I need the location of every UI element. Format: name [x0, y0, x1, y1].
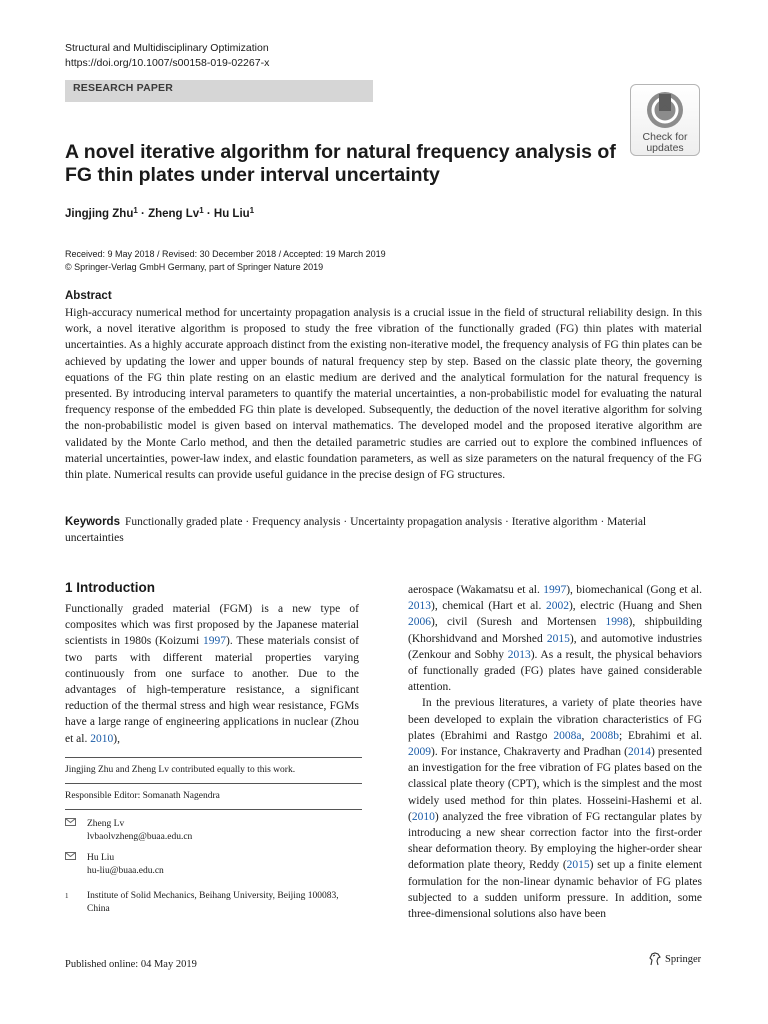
citation-link[interactable]: 2013	[408, 600, 431, 613]
keywords-text: Functionally graded plate · Frequency analysis · Uncertainty propagation analysis · Iterative algorithm · Material uncertainties	[65, 516, 647, 545]
author-name[interactable]: Zheng Lv	[148, 208, 200, 220]
citation-link[interactable]: 2008a	[553, 729, 582, 742]
text-run: ),	[113, 732, 120, 745]
contact-name: Zheng Lv	[87, 819, 125, 829]
citation-link[interactable]: 2008b	[590, 729, 619, 742]
copyright-symbol: ©	[65, 262, 72, 272]
paragraph	[65, 601, 359, 747]
citation-link[interactable]: 1998	[605, 616, 629, 629]
copyright-text: Springer-Verlag GmbH Germany, part of Springer Nature 2019	[74, 262, 324, 272]
text-run: Functionally graded material (FGM) is a new type of composites which was first proposed by the Japanese material scientists in 1980s (Koizumi	[65, 603, 359, 648]
contact-email[interactable]: hu-liu@buaa.edu.cn	[87, 866, 164, 876]
right-column	[408, 582, 702, 922]
author-name[interactable]: Jingjing Zhu	[65, 208, 134, 220]
contact-email[interactable]: lvbaolvzheng@buaa.edu.cn	[87, 832, 193, 842]
author-separator: ·	[206, 208, 211, 220]
corresponding-author	[65, 852, 362, 878]
citation-link[interactable]: 2013	[507, 648, 531, 661]
text-run: ; Ebrahimi et al.	[619, 729, 703, 742]
citation-link[interactable]: 2014	[627, 746, 651, 759]
author-name[interactable]: Hu Liu	[213, 208, 250, 220]
keywords-section	[65, 514, 702, 546]
text-run: ) analyzed the free vibration of FG rectangular plates by introducing a new shear correction factor into the first-order shear deformation theory. By employing the higher-order shear deformation plate theory, Reddy (	[408, 810, 702, 872]
doi-link[interactable]: https://doi.org/10.1007/s00158-019-02267-x	[65, 57, 270, 69]
responsible-editor-note: Responsible Editor: Somanath Nagendra	[65, 783, 362, 809]
abstract-text: High-accuracy numerical method for uncertainty propagation analysis is a crucial issue in the field of structural reliability design. In this work, a novel iterative algorithm is proposed to study the free vibration of the functionally graded (FG) thin plates with material uncertainties. As a highly accurate approach distinct from the existing non-iterative model, the frequency analysis of FG thin plates can be achieved by updating the lower and upper bounds of natural frequency step by step. Based on the classic plate theory, the governing equations of the FG thin plate resting on an elastic medium are derived and the analytical formulation for the natural frequency is presented. By introducing interval parameters to quantify the material uncertainties, a non-probabilistic model for evaluating the natural frequency response of the embedded FG thin plate is developed. Subsequently, the deduction of the novel iterative algorithm for solving the non-probabilistic model is given based on interval mathematics. The developed model and the proposed iterative algorithm are validated by the Monte Carlo method, and then the detailed parametric studies are carried out to explore the combined influences of material uncertainties, power-law index, and elastic foundation parameters, as well as size parameters on the natural frequency of the FG thin plate. Numerical results can provide useful guidance in the precise design of FG structures.	[65, 307, 702, 482]
author-affiliation-mark: 1	[199, 206, 204, 215]
keywords-heading: Keywords	[65, 516, 120, 528]
paragraph	[408, 582, 702, 695]
text-run: ) set up a finite element formulation for the non-linear dynamic behavior of FG plates subjected to a sudden uniform pressure. In addition, some three-dimensional solutions also have been	[408, 859, 702, 921]
envelope-icon	[65, 852, 87, 878]
citation-link[interactable]: 2006	[408, 616, 431, 629]
text-run: ,	[581, 729, 591, 742]
citation-link[interactable]: 2015	[566, 859, 590, 872]
section-heading-introduction: 1 Introduction	[65, 580, 155, 595]
text-run: ). These materials consist of two parts with different material properties varying continuously from one surface to another. Due to the advantages of high-temperature resistance, a significant reduction of the thermal stress and high wear resistance, FGMs have a large range of engineering applications in nuclear (Zhou et al.	[65, 635, 359, 745]
history-dates: Received: 9 May 2018 / Revised: 30 December 2018 / Accepted: 19 March 2019	[65, 249, 386, 259]
contact-name: Hu Liu	[87, 853, 115, 863]
text-run: ) presented an investigation for the free vibration of FG plates based on the classical plate theory (CPT), which is the simplest and the most widely used method for thin plates. Hosseini-Hashemi et al. (	[408, 746, 702, 823]
abstract-heading: Abstract	[65, 290, 112, 302]
journal-name: Structural and Multidisciplinary Optimization	[65, 42, 269, 54]
affiliation	[65, 890, 362, 916]
author-separator: ·	[141, 208, 145, 220]
citation-link[interactable]: 2009	[408, 746, 431, 759]
check-for-updates-badge[interactable]	[630, 84, 700, 156]
paragraph	[408, 695, 702, 922]
affiliation-text: Institute of Solid Mechanics, Beihang University, Beijing 100083, China	[87, 891, 339, 914]
text-run: In the previous literatures, a variety of plate theories have been developed to explain the vibration characteristics of FG plates (Ebrahimi and Rastgo	[408, 697, 702, 742]
author-list	[65, 206, 254, 220]
text-run: ), shipbuilding (Khorshidvand and Morshed	[408, 616, 702, 645]
citation-link[interactable]: 2015	[546, 632, 570, 645]
publisher-logo[interactable]	[648, 952, 701, 966]
text-run: ), chemical (Hart et al.	[431, 600, 546, 613]
citation-link[interactable]: 2002	[545, 600, 569, 613]
text-run: ), and automotive industries (Zenkour and Sobhy	[408, 632, 702, 661]
text-run: ). As a result, the physical behaviors of functionally graded (FG) plates have gained considerable attention.	[408, 648, 702, 694]
left-column	[65, 601, 359, 747]
text-run: ). For instance, Chakraverty and Pradhan (	[431, 746, 628, 759]
equal-contribution-note: Jingjing Zhu and Zheng Lv contributed equally to this work.	[65, 757, 362, 783]
text-run: aerospace (Wakamatsu et al.	[408, 584, 544, 596]
footnotes	[65, 757, 362, 916]
badge-line-1: Check for	[642, 131, 688, 143]
journal-info	[65, 41, 269, 71]
citation-link[interactable]: 1997	[203, 635, 227, 648]
copyright-line	[65, 261, 386, 274]
section-label-bar	[65, 80, 373, 102]
text-run: ), civil (Suresh and Mortensen	[431, 616, 606, 629]
citation-link[interactable]: 1997	[543, 584, 567, 596]
citation-link[interactable]: 2010	[411, 810, 435, 823]
springer-horse-icon	[648, 952, 662, 966]
citation-link[interactable]: 2010	[90, 732, 114, 745]
published-date: Published online: 04 May 2019	[65, 959, 197, 970]
envelope-icon	[65, 818, 87, 844]
affiliation-number: 1	[65, 892, 69, 900]
author-affiliation-mark: 1	[133, 206, 138, 215]
text-run: ), electric (Huang and Shen	[568, 600, 702, 613]
badge-line-2: updates	[646, 142, 684, 154]
text-run: ), biomechanical (Gong et al.	[566, 584, 702, 596]
section-label: RESEARCH PAPER	[73, 82, 174, 94]
publisher-name: Springer	[665, 953, 702, 965]
corresponding-author	[65, 818, 362, 844]
article-dates	[65, 248, 386, 274]
check-for-updates-icon	[645, 90, 685, 130]
article-title: A novel iterative algorithm for natural frequency analysis of FG thin plates under interval uncertainty	[65, 141, 616, 186]
author-affiliation-mark: 1	[249, 206, 255, 215]
